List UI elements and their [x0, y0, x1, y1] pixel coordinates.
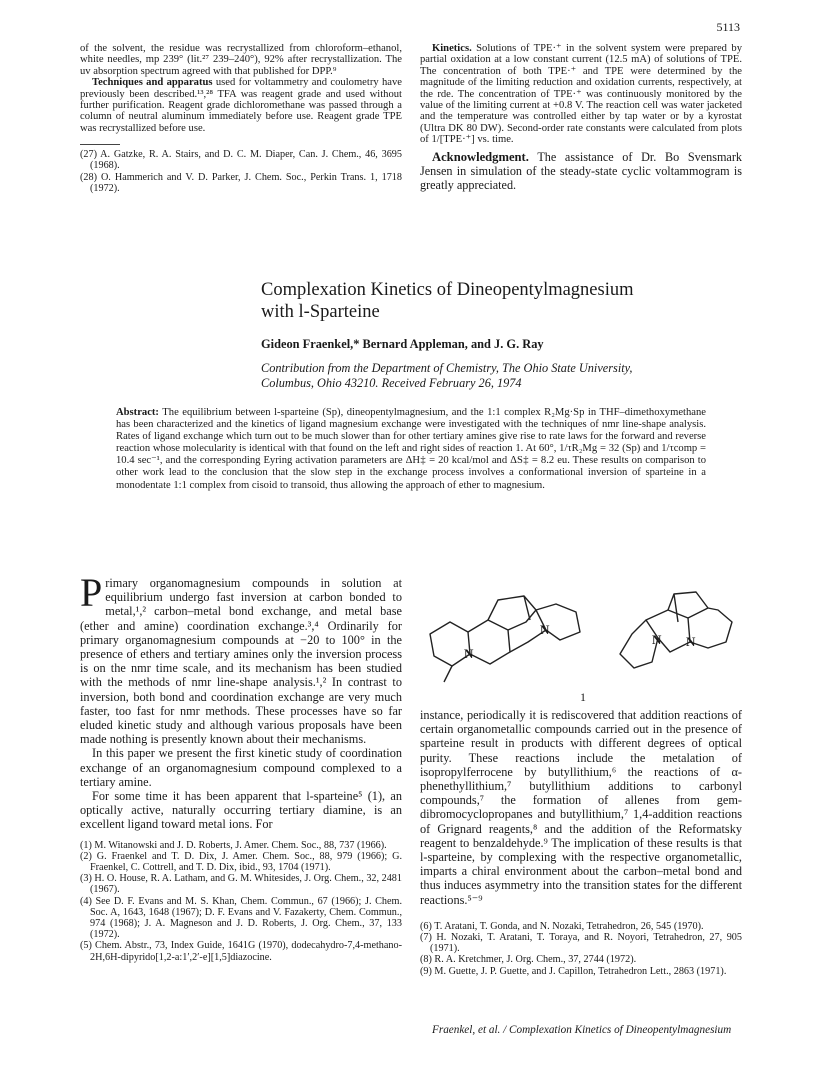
sparteine-structure-cisoid — [430, 596, 580, 682]
nitrogen-label: N — [686, 634, 696, 649]
top-right-column — [420, 43, 742, 193]
reference: (9) M. Guette, J. P. Guette, and J. Capillon, Tetrahedron Lett., 2863 (1971). — [420, 965, 727, 977]
reference: (6) T. Aratani, T. Gonda, and N. Nozaki, Tetrahedron, 26, 545 (1970). — [420, 920, 704, 932]
sparteine-structures — [420, 582, 745, 702]
paragraph: instance, periodically it is rediscovered that addition reactions of certain organometallic compounds carried out in the presence of sparteine result in products with different degrees of optical purity. These reactions include the metalation of isopropylferrocene by butyllithium,⁶ the reactions of α-phenethyllithium,⁷ butyllithium additions to carbonyl compounds,⁷ the formation of allenes from gem-dibromocyclopropanes and butyllithium,⁷ 1,4-addition reactions of Grignard reagents,⁸ and the addition of the Reformatsky reagent to benzaldehyde.⁹ The implication of these results is that l-sparteine, by complexing with the respective organometallic, imparts a chiral environment about the carbon–metal bond and thus induces asymmetry into the transition states for the different reactions.⁵⁻⁹ — [420, 708, 742, 907]
run-in-heading: Acknowledgment. — [432, 149, 529, 164]
nitrogen-label: N — [464, 646, 474, 661]
drop-cap: P — [80, 570, 103, 615]
paragraph: of the solvent, the residue was recrystallized from chloroform–ethanol, white needles, mp 239° (lit.²⁷ 239–240°), 92% after recrystallization. The uv absorption spectrum agreed with that published for DPP.⁹ — [80, 43, 402, 77]
paragraph: Kinetics. Solutions of TPE·⁺ in the solvent system were prepared by partial oxidation at a low constant current (12.5 mA) of solutions of TPE. The concentration of both TPE·⁺ and TPE were determined by the magnitude of the limiting reduction and oxidation currents, respectively, at the rde. The concentration of TPE·⁺ was continuously monitored by the value of the limiting current at +0.8 V. The reaction cell was water jacketed and the temperature was controlled either by tap water or by a kyrostat (Ultra DK 80 DW). Second-order rate constants were calculated from plots of 1/[TPE·⁺] vs. time. — [420, 43, 742, 146]
reference: (7) H. Nozaki, T. Aratani, T. Toraya, and R. Noyori, Tetrahedron, 27, 905 (1971). — [420, 932, 742, 955]
acknowledgment: Acknowledgment. The assistance of Dr. Bo Svensmark Jensen in simulation of the steady-state cyclic voltammogram is greatly appreciated. — [420, 149, 742, 193]
article-title: Complexation Kinetics of Dineopentylmagnesium with l-Sparteine — [261, 280, 634, 322]
reference: (2) G. Fraenkel and T. D. Dix, J. Amer. Chem. Soc., 88, 979 (1966); G. Fraenkel, C. Cottrell, and T. D. Dix, ibid., 93, 1704 (1971). — [80, 850, 402, 874]
authors: Gideon Fraenkel,* Bernard Appleman, and J. G. Ray — [261, 337, 544, 351]
body-right-column — [420, 708, 742, 977]
footnote-rule — [80, 144, 120, 145]
run-in-heading: Techniques and apparatus — [92, 77, 213, 89]
run-in-heading: Kinetics. — [432, 43, 472, 54]
reference: (5) Chem. Abstr., 73, Index Guide, 1641G (1970), dodecahydro-7,4-methano-2H,6H-dipyrido[1,2-a:1′,2′-e][1,5]diazocine. — [80, 940, 402, 963]
reference: (28) O. Hammerich and V. D. Parker, J. Chem. Soc., Perkin Trans. 1, 1718 (1972). — [80, 171, 402, 194]
reference: (27) A. Gatzke, R. A. Stairs, and D. C. M. Diaper, Can. J. Chem., 46, 3695 (1968). — [80, 149, 402, 172]
reference: (4) See D. F. Evans and M. S. Khan, Chem. Commun., 67 (1966); J. Chem. Soc. A, 1643, 1648 (1967); D. F. Evans and V. Fazakerty, Chem. Commun., 974 (1968); J. A. Magneson and J. D. Roberts, J. Org. Chem., 37, 133 (1972). — [80, 895, 402, 941]
reference: (1) M. Witanowski and J. D. Roberts, J. Amer. Chem. Soc., 88, 737 (1966). — [80, 839, 387, 851]
affiliation: Contribution from the Department of Chemistry, The Ohio State University, Columbus, Ohio 43210. Received February 26, 1974 — [261, 361, 633, 390]
paragraph: In this paper we present the first kinetic study of coordination exchange of an organomagnesium compound complexed to a tertiary amine. — [80, 746, 402, 789]
figure-label: 1 — [580, 690, 586, 704]
nitrogen-label: N — [540, 622, 550, 637]
abstract: Abstract: The equilibrium between l-sparteine (Sp), dineopentylmagnesium, and the 1:1 complex R₂Mg·Sp in THF–dimethoxymethane has been characterized and the kinetics of ligand magnesium exchange were investigated with the techniques of nmr line-shape analysis. Rates of ligand exchange which turn out to be much slower than for other tertiary amines give rise to rate laws for the forward and reverse reaction whose molecularity is identical with that found on the left and right sides of reaction 1. At 60°, 1/τR₂Mg = 32 (Sp) and 1/τcomp = 10.4 sec⁻¹, and the corresponding Eyring activation parameters are ΔH‡ = 20 kcal/mol and ΔS‡ = 8.2 eu. These results on comparison to other work lead to the conclusion that the slow step in the exchange process involves a conformational inversion of sparteine in a monodentate 1:1 complex from cisoid to transoid, thus allowing the approach of ether to magnesium. — [116, 407, 706, 491]
page-number: 5113 — [716, 20, 740, 34]
paragraph: Techniques and apparatus used for voltammetry and coulometry have previously been described.¹³,²⁸ TFA was reagent grade and used without further purification. Reagent grade dichloromethane was passed through a column of neutral aluminum immediately before use. Reagent grade TPE was recrystallized before use. — [80, 77, 402, 134]
paragraph: Primary organomagnesium compounds in solution at equilibrium undergo fast inversion at carbon bonded to metal,¹,² carbon–metal bond exchange, and metal base (ether and amine) coordination exchange.³,⁴ Ordinarily for primary organomagnesium compounds at −20 to 100° in the presence of ethers and tertiary amines only the inversion process is on the nmr time scale, and its mechanism has been studied with the methods of nmr line-shape analysis.¹,² In contrast to inversion, both bond and coordination exchange are very much faster, too fast for nmr methods. These processes have so far eluded kinetic study and although various proposals have been made nothing is presently known about their mechanisms. — [80, 570, 402, 747]
reference: (3) H. O. House, R. A. Latham, and G. M. Whitesides, J. Org. Chem., 32, 2481 (1967). — [80, 873, 402, 896]
nitrogen-label: N — [652, 632, 662, 647]
paragraph: For some time it has been apparent that l-sparteine⁵ (1), an optically active, naturally occurring tertiary diamine, is an excellent ligand toward metal ions. For — [80, 789, 402, 832]
running-footer: Fraenkel, et al. / Complexation Kinetics of Dineopentylmagnesium — [432, 1024, 732, 1036]
abstract-heading: Abstract: — [116, 407, 159, 418]
top-left-column — [80, 43, 402, 194]
sparteine-structure-transoid — [620, 592, 732, 668]
reference: (8) R. A. Kretchmer, J. Org. Chem., 37, 2744 (1972). — [420, 954, 637, 966]
nitrogen-labels — [464, 622, 696, 661]
body-left-column — [80, 570, 402, 963]
